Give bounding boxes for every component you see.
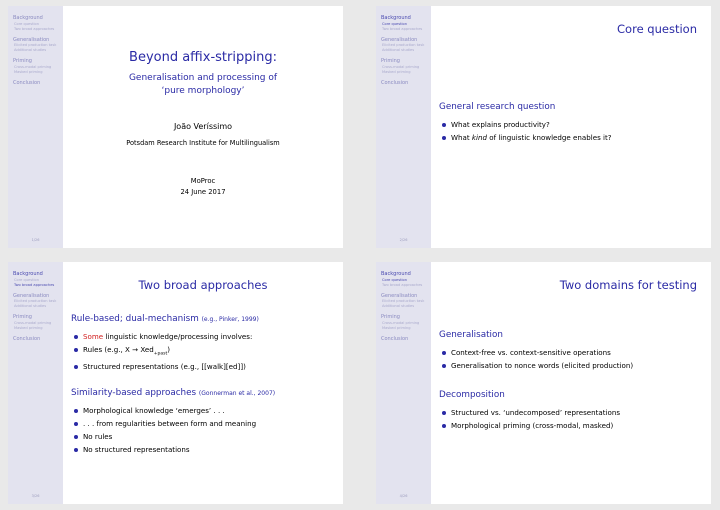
nav-sub-elicited-production[interactable]: Elicited production task xyxy=(14,299,57,303)
nav-sub-elicited-production[interactable]: Elicited production task xyxy=(382,299,425,303)
bullet-list xyxy=(439,406,705,432)
author-name: João Veríssimo xyxy=(173,122,233,131)
sidebar-nav xyxy=(13,270,63,342)
nav-sub-elicited-production[interactable]: Elicited production task xyxy=(14,43,57,47)
block-title: Rule-based; dual-mechanism (e.g., Pinker, 1999) xyxy=(71,314,259,324)
frame-title: Two broad approaches xyxy=(138,278,268,292)
nav-sub-two-approaches[interactable]: Two broad approaches xyxy=(382,26,423,31)
nav-sub-cross-modal[interactable]: Cross-modal priming xyxy=(382,64,420,69)
nav-sub-core-question[interactable]: Core question xyxy=(382,21,407,26)
bullet-regularities: . . . from regularities between form and meaning xyxy=(71,417,337,430)
nav-section-priming[interactable]: Priming xyxy=(13,58,32,64)
event-name: MoProc xyxy=(190,177,216,185)
similarity-based-block xyxy=(71,388,337,456)
block-title: Decomposition xyxy=(439,390,505,400)
nav-section-background[interactable]: Background xyxy=(381,15,411,21)
slide-number: 4/26 xyxy=(399,494,408,498)
bullet-productivity: What explains productivity? xyxy=(439,118,705,131)
bullet-rules: Rules (e.g., X → Xed$_{+past}$) xyxy=(71,343,337,360)
slide-number: 2/26 xyxy=(399,238,408,242)
nav-section-background[interactable]: Background xyxy=(381,271,411,277)
nav-section-background[interactable]: Background xyxy=(13,15,43,21)
nav-sub-core-question[interactable]: Core question xyxy=(382,277,407,282)
nav-sub-additional-studies[interactable]: Additional studies xyxy=(382,304,415,308)
nav-sub-additional-studies[interactable]: Additional studies xyxy=(14,304,47,308)
bullet-list xyxy=(439,118,705,144)
nav-sub-core-question[interactable]: Core question xyxy=(14,21,39,26)
nav-sub-elicited-production[interactable]: Elicited production task xyxy=(382,43,425,47)
nav-section-generalisation[interactable]: Generalisation xyxy=(13,292,50,299)
nav-sub-core-question[interactable]: Core question xyxy=(14,277,39,282)
nav-sub-cross-modal[interactable]: Cross-modal priming xyxy=(382,320,420,325)
nav-sub-masked[interactable]: Masked priming xyxy=(14,69,43,74)
block-title: Similarity-based approaches (Gonnerman et al., 2007) xyxy=(71,388,276,398)
nav-section-priming[interactable]: Priming xyxy=(381,58,400,64)
bullet-morph-priming: Morphological priming (cross-modal, masked) xyxy=(439,419,705,432)
nav-sub-cross-modal[interactable]: Cross-modal priming xyxy=(14,64,52,69)
bullet-structured: Structured representations (e.g., [[walk][ed]]) xyxy=(71,360,337,373)
nav-section-priming[interactable]: Priming xyxy=(13,314,32,320)
sidebar xyxy=(8,6,63,248)
nav-section-conclusion[interactable]: Conclusion xyxy=(381,79,409,86)
nav-section-generalisation[interactable]: Generalisation xyxy=(381,292,418,299)
sidebar xyxy=(376,262,431,504)
sidebar-nav xyxy=(13,14,63,86)
nav-sub-cross-modal[interactable]: Cross-modal priming xyxy=(14,320,52,325)
bullet-knowledge-kind: What kind of linguistic knowledge enables it? xyxy=(439,131,705,144)
bullet-structured-vs: Structured vs. ‘undecomposed’ representations xyxy=(439,406,705,419)
nav-section-conclusion[interactable]: Conclusion xyxy=(381,335,409,342)
slide-content xyxy=(63,262,343,504)
slide-number: 1/26 xyxy=(31,238,40,242)
frame-title: Two domains for testing xyxy=(559,278,697,292)
subtitle-line-2: ‘pure morphology’ xyxy=(161,86,245,96)
rule-based-block xyxy=(71,314,337,373)
institute-name: Potsdam Research Institute for Multilingualism xyxy=(126,139,280,147)
bullet-no-rules: No rules xyxy=(71,430,337,443)
bullet-no-structured: No structured representations xyxy=(71,443,337,456)
bullet-list xyxy=(71,404,337,456)
block-title: Generalisation xyxy=(439,330,503,340)
nav-section-conclusion[interactable]: Conclusion xyxy=(13,79,41,86)
slide-number: 3/26 xyxy=(31,494,40,498)
nav-section-background[interactable]: Background xyxy=(13,271,43,277)
nav-sub-two-approaches[interactable]: Two broad approaches xyxy=(382,282,423,287)
nav-sub-masked[interactable]: Masked priming xyxy=(382,69,411,74)
slide-content xyxy=(431,262,711,504)
slide-content xyxy=(431,6,711,248)
nav-sub-additional-studies[interactable]: Additional studies xyxy=(382,48,415,52)
sidebar xyxy=(376,6,431,248)
block-title: General research question xyxy=(439,102,556,112)
nav-section-generalisation[interactable]: Generalisation xyxy=(381,36,418,43)
sidebar-nav xyxy=(381,270,431,342)
nav-sub-masked[interactable]: Masked priming xyxy=(382,325,411,330)
bullet-list xyxy=(439,346,705,372)
event-date: 24 June 2017 xyxy=(180,188,226,196)
bullet-nonce-words: Generalisation to nonce words (elicited production) xyxy=(439,359,705,372)
presentation-title: Beyond affix-stripping: xyxy=(129,50,277,65)
slide-title xyxy=(8,6,343,248)
slide-content xyxy=(63,6,343,248)
sidebar xyxy=(8,262,63,504)
bullet-context-operations: Context-free vs. context-sensitive operations xyxy=(439,346,705,359)
bullet-emerges: Morphological knowledge ‘emerges’ . . . xyxy=(71,404,337,417)
nav-sub-masked[interactable]: Masked priming xyxy=(14,325,43,330)
nav-sub-two-approaches[interactable]: Two broad approaches xyxy=(14,26,55,31)
slide-two-domains xyxy=(376,262,711,504)
slide-two-approaches xyxy=(8,262,343,504)
event-info xyxy=(63,176,343,198)
decomposition-block xyxy=(439,390,705,432)
research-question-block xyxy=(439,102,705,144)
subtitle-line-1: Generalisation and processing of xyxy=(128,73,278,83)
slide-core-question xyxy=(376,6,711,248)
nav-sub-additional-studies[interactable]: Additional studies xyxy=(14,48,47,52)
generalisation-block xyxy=(439,330,705,372)
frame-title: Core question xyxy=(617,22,697,36)
nav-sub-two-approaches[interactable]: Two broad approaches xyxy=(14,282,55,287)
nav-section-priming[interactable]: Priming xyxy=(381,314,400,320)
nav-section-generalisation[interactable]: Generalisation xyxy=(13,36,50,43)
sidebar-nav xyxy=(381,14,431,86)
bullet-list xyxy=(71,330,337,373)
nav-section-conclusion[interactable]: Conclusion xyxy=(13,335,41,342)
bullet-some-knowledge: Some linguistic knowledge/processing involves: xyxy=(71,330,337,343)
presentation-subtitle xyxy=(63,72,343,98)
